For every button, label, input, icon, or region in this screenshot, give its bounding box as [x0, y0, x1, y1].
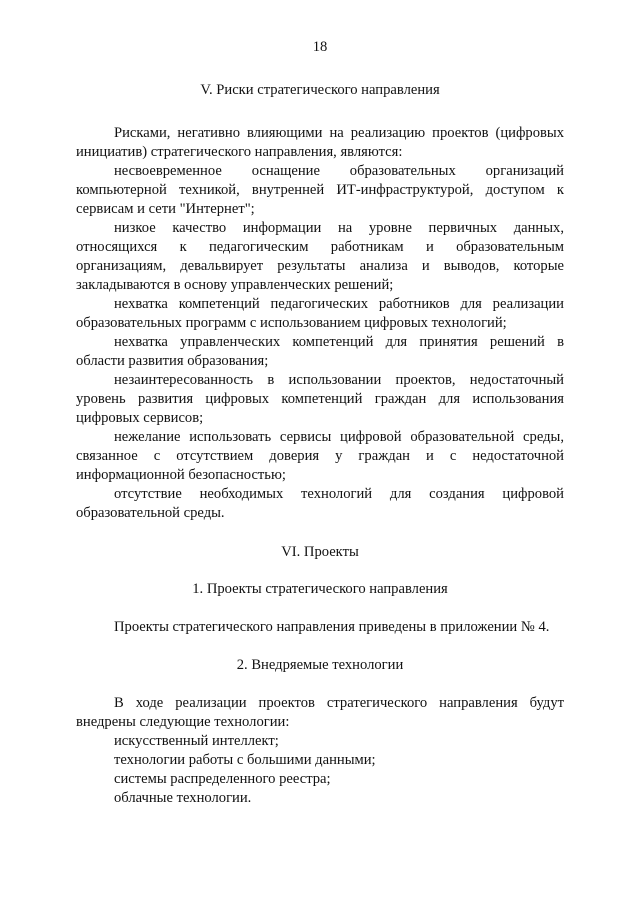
technology-item: технологии работы с большими данными; [114, 752, 376, 768]
risk-item: нехватка управленческих компетенций для принятия решений в области развития образования; [76, 334, 564, 369]
projects-paragraph-block [76, 618, 564, 637]
technology-item: искусственный интеллект; [114, 733, 279, 749]
section-5-title: V. Риски стратегического направления [200, 82, 440, 98]
technologies-list [76, 732, 564, 808]
risk-item: нежелание использовать сервисы цифровой образовательной среды, связанное с отсутствием доверия у граждан и с недостаточной информационной безопасностью; [76, 429, 564, 483]
subsection-1-title: 1. Проекты стратегического направления [192, 581, 448, 597]
risk-item: низкое качество информации на уровне первичных данных, относящихся к педагогическим работникам и образовательным организациям, девальвирует результаты анализа и выводов, которые закладываются в основу управленческих решений; [76, 220, 564, 293]
risk-item: нехватка компетенций педагогических работников для реализации образовательных программ с использованием цифровых технологий; [76, 296, 564, 331]
risk-item: отсутствие необходимых технологий для создания цифровой образовательной среды. [76, 486, 564, 521]
technologies-intro: В ходе реализации проектов стратегического направления будут внедрены следующие технологии: [76, 695, 564, 730]
risk-item: незаинтересованность в использовании проектов, недостаточный уровень развития цифровых компетенций граждан для использования цифровых сервисов; [76, 372, 564, 426]
section-6-title: VI. Проекты [281, 544, 359, 560]
technologies-block [76, 694, 564, 808]
risk-item: несвоевременное оснащение образовательных организаций компьютерной техникой, внутренней ИТ-инфраструктурой, доступом к сервисам и сети "Интернет"; [76, 163, 564, 217]
risks-intro: Рисками, негативно влияющими на реализацию проектов (цифровых инициатив) стратегического направления, являются: [76, 125, 564, 160]
risks-block [76, 124, 564, 523]
technology-item: системы распределенного реестра; [114, 771, 331, 787]
projects-paragraph: Проекты стратегического направления приведены в приложении № 4. [114, 619, 550, 635]
technology-item: облачные технологии. [114, 790, 252, 806]
subsection-2-title: 2. Внедряемые технологии [236, 657, 404, 673]
page-number: 18 [312, 39, 328, 55]
